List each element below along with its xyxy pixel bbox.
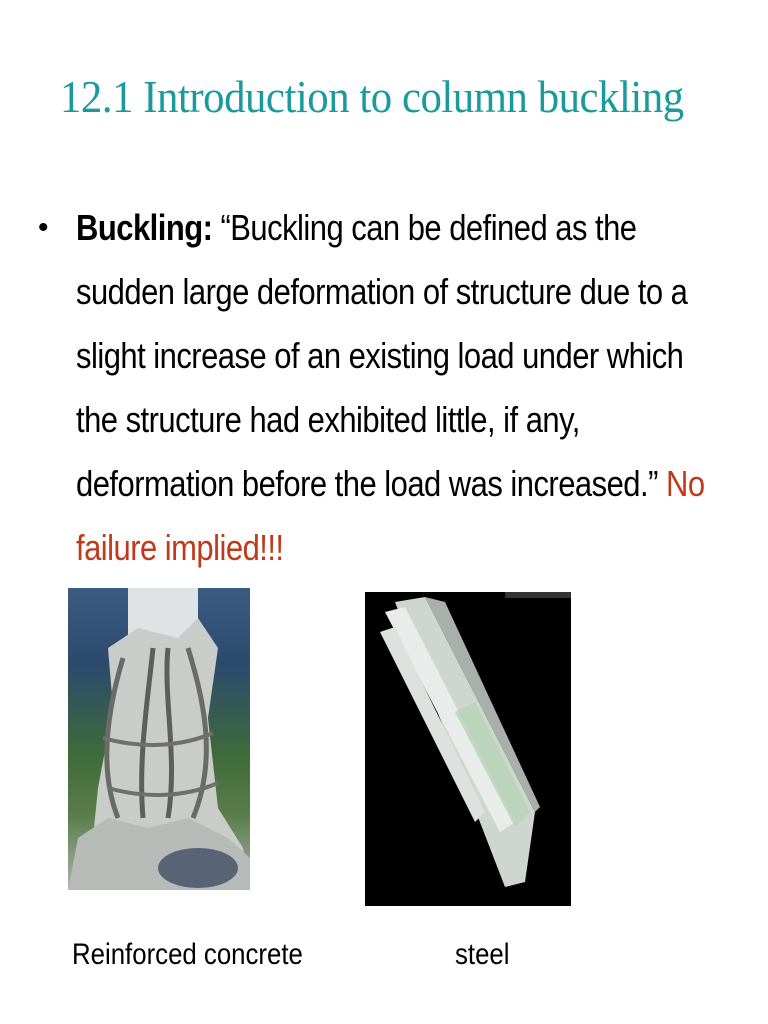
- concrete-photo-illustration: [68, 588, 250, 890]
- bullet-emphasis: No failure implied!!!: [76, 463, 705, 568]
- bullet-definition: “Buckling can be defined as the sudden large deformation of structure due to a slight increase of an existing load under which the structure had exhibited little, if any, deformation before the load was increased.”: [76, 207, 688, 504]
- steel-photo-illustration: [365, 592, 571, 906]
- buckled-steel-column-photo: [365, 592, 571, 906]
- buckled-concrete-column-photo: [68, 588, 250, 890]
- bullet-text: [76, 196, 716, 580]
- slide-title: 12.1 Introduction to column buckling: [60, 71, 684, 122]
- bullet-term: Buckling:: [76, 207, 213, 248]
- caption-steel: steel: [455, 938, 510, 971]
- bullet-marker: •: [38, 211, 48, 244]
- caption-reinforced-concrete: Reinforced concrete: [72, 938, 303, 971]
